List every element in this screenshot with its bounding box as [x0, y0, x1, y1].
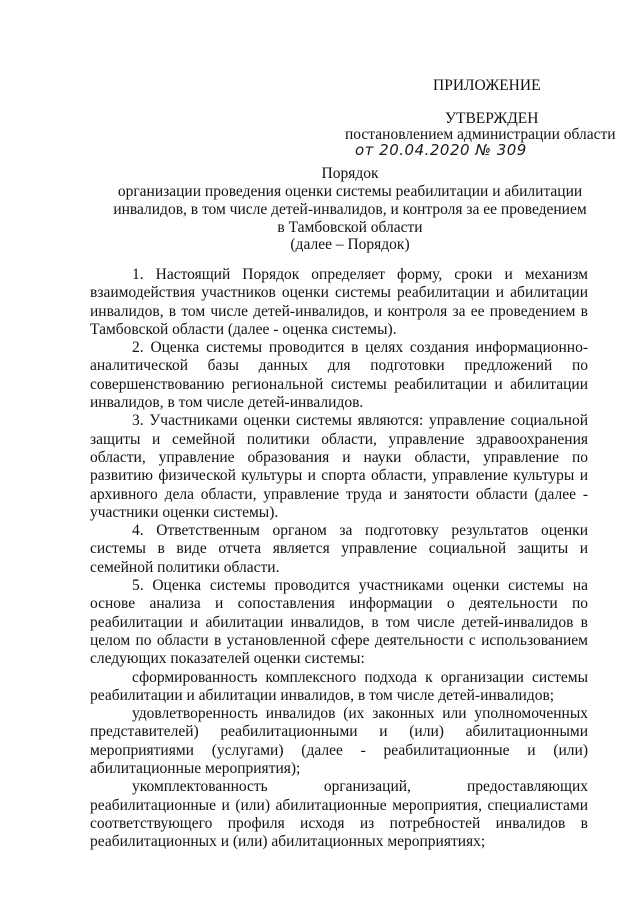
paragraph-4: 4. Ответственным органом за подготовку результатов оценки системы в виде отчета является управление социальной защиты и семейной политики области.: [90, 522, 588, 576]
paragraph-8: укомплектованность организаций, предоставляющих реабилитационные и (или) абилитационные мероприятия, специалистами соответствующего профиля исходя из потребностей инвалидов в реабилитационных и (или) абилитационных мероприятиях;: [90, 778, 588, 851]
title-line-4: (далее – Порядок): [290, 236, 410, 253]
paragraph-3: 3. Участниками оценки системы являются: управление социальной защиты и семейной политики области, управление здравоохранения области, управление образования и науки области, управление по развитию физической культуры и спорта области, управление культуры и архивного дела области, управление труда и занятости области (далее - участники оценки системы).: [90, 412, 588, 521]
title-line-3: в Тамбовской области: [277, 219, 423, 236]
document-body: [90, 266, 588, 852]
paragraph-6: сформированность комплексного подхода к организации системы реабилитации и абилитации инвалидов, в том числе детей-инвалидов;: [90, 668, 588, 704]
paragraph-5: 5. Оценка системы проводится участниками оценки системы на основе анализа и сопоставления информации о деятельности по реабилитации и абилитации инвалидов, в том числе детей-инвалидов в целом по области в установленной сфере деятельности с использованием следующих показателей оценки системы:: [90, 577, 588, 668]
title-line-1: организации проведения оценки системы реабилитации и абилитации: [117, 183, 583, 200]
resolution-line: постановлением администрации области: [345, 126, 616, 143]
approved-heading: УТВЕРЖДЕН: [445, 110, 539, 127]
paragraph-2: 2. Оценка системы проводится в целях создания информационно-аналитической базы данных для подготовки предложений по совершенствованию региональной системы реабилитации и абилитации инвалидов, в том числе детей-инвалидов.: [90, 339, 588, 412]
paragraph-7: удовлетворенность инвалидов (их законных или уполномоченных представителей) реабилитационными и (или) абилитационными мероприятиями (услугами) (далее - реабилитационные и (или) абилитационные мероприятия);: [90, 705, 588, 778]
paragraph-1: 1. Настоящий Порядок определяет форму, сроки и механизм взаимодействия участников оценки системы реабилитации и абилитации инвалидов, в том числе детей-инвалидов, и контроля за ее проведением в Тамбовской области (далее - оценка системы).: [90, 266, 588, 338]
handwritten-date-number: от 20.04.2020 № 309: [355, 141, 527, 159]
title-line-2: инвалидов, в том числе детей-инвалидов, и контроля за ее проведением: [113, 201, 587, 218]
document-title: Порядок: [321, 165, 379, 182]
appendix-heading: ПРИЛОЖЕНИЕ: [433, 77, 541, 94]
